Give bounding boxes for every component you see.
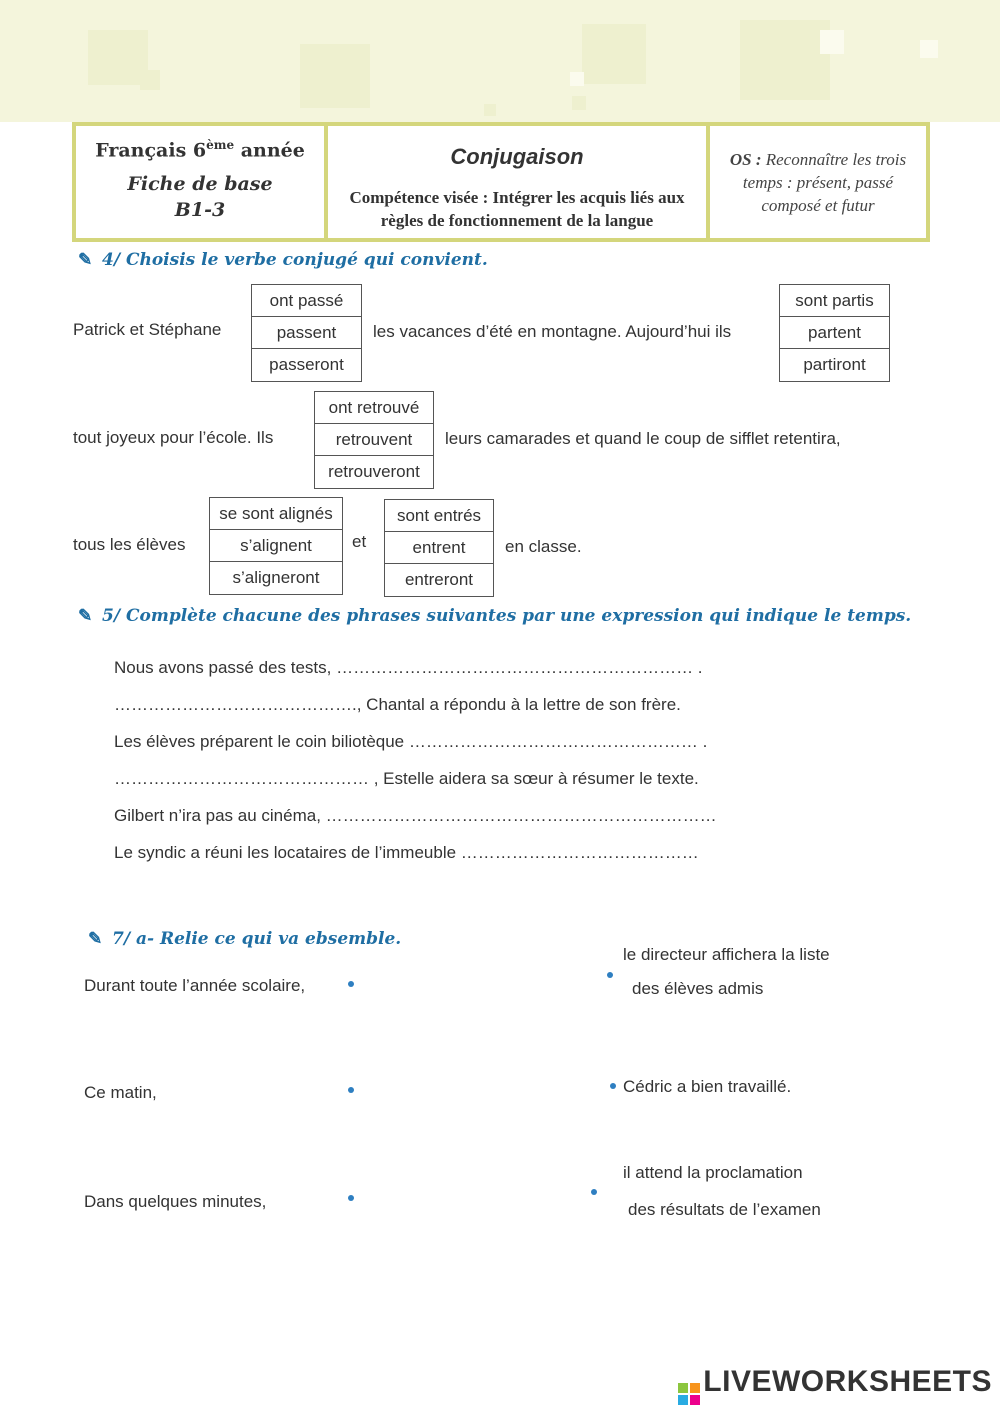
match-right-item: Cédric a bien travaillé. [623, 1077, 792, 1096]
logo-square [678, 1395, 688, 1405]
match-left-item: Ce matin, [84, 1083, 157, 1102]
sheet-code: B1-3 [174, 199, 226, 222]
header-objective-cell [710, 126, 926, 238]
match-left-dot[interactable] [348, 1087, 354, 1093]
choice-option[interactable]: partent [780, 317, 889, 349]
fill-sentence[interactable]: Le syndic a réuni les locataires de l’immeuble …………………………………… [114, 843, 699, 862]
pencil-icon: ✎ [88, 929, 103, 949]
logo-square [690, 1383, 700, 1393]
choice-option[interactable]: s’aligneront [232, 568, 320, 587]
choice-box-passer[interactable] [251, 284, 362, 382]
sheet-type: Fiche de base [127, 173, 273, 196]
match-left-item: Dans quelques minutes, [84, 1192, 267, 1211]
choice-option[interactable]: passent [252, 317, 361, 349]
logo-square [678, 1383, 688, 1393]
match-right-dot[interactable] [607, 972, 613, 978]
sentence-text: tout joyeux pour l’école. Ils [73, 428, 274, 447]
choice-option[interactable]: passeront [269, 355, 344, 374]
choice-box-entrer[interactable] [384, 499, 494, 597]
section-4-title: ✎ 4/ Choisis le verbe conjugé qui convient. [78, 250, 488, 270]
sentence-text: les vacances d’été en montagne. Aujourd’hui ils [373, 322, 732, 341]
choice-option[interactable]: s’alignent [210, 530, 342, 562]
match-right-item: il attend la proclamation [623, 1163, 803, 1182]
choice-box-partir[interactable] [779, 284, 890, 382]
fill-sentence[interactable]: Les élèves préparent le coin biliotèque …………………………………………… . [114, 732, 708, 751]
logo-square [690, 1395, 700, 1405]
choice-option[interactable]: sont partis [780, 285, 889, 317]
header-table [72, 122, 930, 242]
fill-sentence[interactable]: ……………………………………… , Estelle aidera sa sœur à résumer le texte. [114, 769, 699, 788]
brand-name: LIVEWORKSHEETS [703, 1365, 992, 1398]
choice-box-aligner[interactable] [209, 497, 343, 595]
match-right-item: des élèves admis [632, 979, 764, 998]
os-text: Reconnaître les trois temps : présent, passé composé et futur [742, 150, 907, 215]
fill-sentence[interactable]: Nous avons passé des tests, ……………………………………………………… . [114, 658, 703, 677]
liveworksheets-brand [678, 1365, 992, 1405]
sentence-text: tous les élèves [73, 535, 186, 554]
header-banner [0, 0, 1000, 122]
match-right-dot[interactable] [610, 1083, 616, 1089]
choice-option[interactable]: ont passé [252, 285, 361, 317]
section-5-title: ✎ 5/ Complète chacune des phrases suivantes par une expression qui indique le temps. [78, 606, 912, 626]
match-left-dot[interactable] [348, 1195, 354, 1201]
sentence-text: et [352, 532, 367, 551]
choice-option[interactable]: se sont alignés [210, 498, 342, 530]
fill-sentence[interactable]: Gilbert n’ira pas au cinéma, …………………………………………………………… [114, 806, 717, 825]
level-title: Français 6ème année [95, 138, 305, 162]
os-label: OS : [729, 150, 762, 169]
choice-option[interactable]: entrent [385, 532, 493, 564]
choice-option[interactable]: partiront [803, 355, 866, 374]
sentence-text: en classe. [505, 537, 582, 556]
fill-sentence[interactable]: ……………………………………., Chantal a répondu à la lettre de son frère. [114, 695, 681, 714]
competence-text: Compétence visée : Intégrer les acquis liés aux règles de fonctionnement de la langue [349, 188, 685, 230]
section-7-title: ✎ 7/ a- Relie ce qui va ebsemble. [88, 929, 402, 949]
sentence-text: leurs camarades et quand le coup de sifflet retentira, [445, 429, 841, 448]
choice-option[interactable]: retrouveront [328, 462, 420, 481]
match-left-dot[interactable] [348, 981, 354, 987]
choice-option[interactable]: ont retrouvé [315, 392, 433, 424]
choice-option[interactable]: retrouvent [315, 424, 433, 456]
liveworksheets-logo-icon [678, 1383, 700, 1405]
pencil-icon: ✎ [78, 606, 93, 626]
header-subject-cell [328, 126, 710, 238]
choice-box-retrouver[interactable] [314, 391, 434, 489]
match-right-item: le directeur affichera la liste [623, 945, 830, 964]
choice-option[interactable]: entreront [404, 570, 474, 589]
match-right-dot[interactable] [591, 1189, 597, 1195]
match-left-item: Durant toute l’année scolaire, [84, 976, 306, 995]
choice-option[interactable]: sont entrés [385, 500, 493, 532]
match-right-item: des résultats de l’examen [628, 1200, 821, 1219]
subject-title: Conjugaison [450, 144, 584, 169]
header-level-cell [76, 126, 328, 238]
pencil-icon: ✎ [78, 250, 93, 270]
sentence-text: Patrick et Stéphane [73, 320, 222, 339]
